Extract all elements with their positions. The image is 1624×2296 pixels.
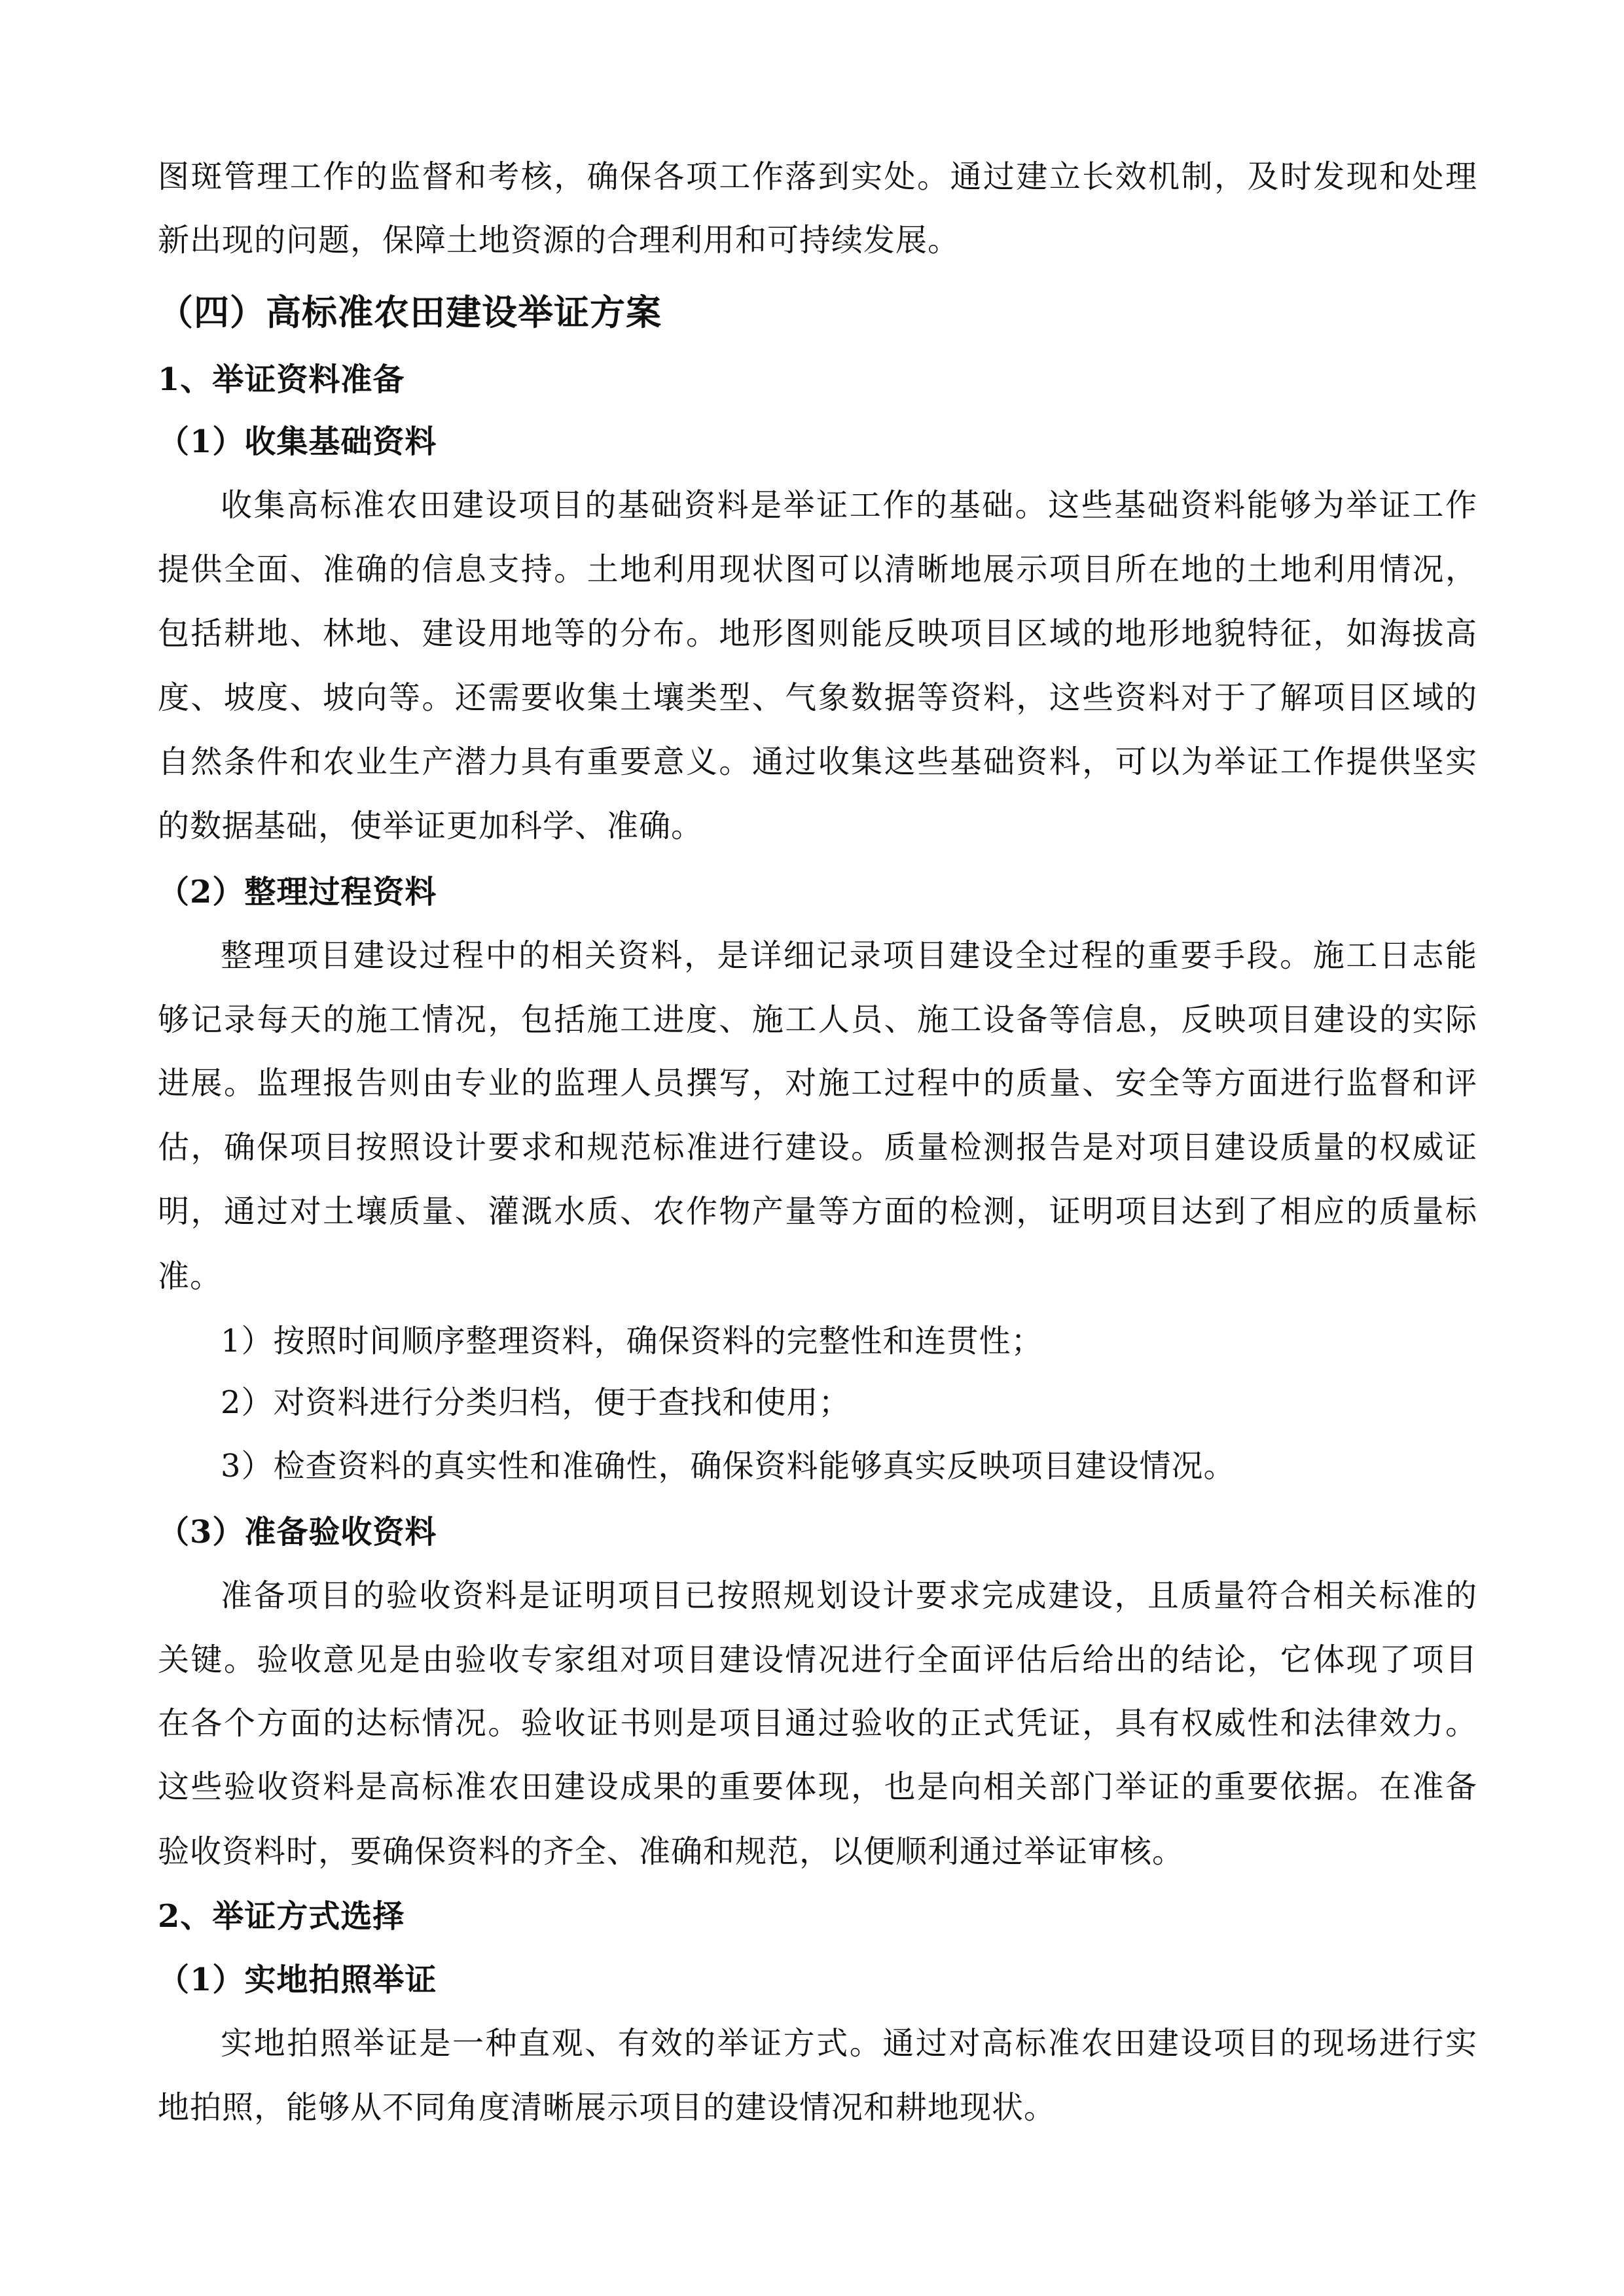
body-text-line: 实地拍照举证是一种直观、有效的举证方式。通过对高标准农田建设项目的现场进行实: [221, 2025, 1477, 2062]
body-text-line: 的数据基础，使举证更加科学、准确。: [158, 808, 704, 844]
subsection-heading: 2、举证方式选择: [158, 1898, 405, 1935]
body-text-line: 关键。验收意见是由验收专家组对项目建设情况进行全面评估后给出的结论，它体现了项目: [158, 1641, 1477, 1678]
list-item: 3）检查资料的真实性和准确性，确保资料能够真实反映项目建设情况。: [221, 1448, 1236, 1484]
body-text-line: 进展。监理报告则由专业的监理人员撰写，对施工过程中的质量、安全等方面进行监督和评: [158, 1065, 1477, 1102]
body-text-line: 包括耕地、林地、建设用地等的分布。地形图则能反映项目区域的地形地貌特征，如海拔高: [158, 615, 1477, 652]
body-text-line: 验收资料时，要确保资料的齐全、准确和规范，以便顺利通过举证审核。: [158, 1833, 1185, 1870]
subsection-heading: 1、举证资料准备: [158, 361, 405, 398]
body-text-line: 新出现的问题，保障土地资源的合理利用和可持续发展。: [158, 222, 960, 259]
body-text-line: 自然条件和农业生产潜力具有重要意义。通过收集这些基础资料，可以为举证工作提供坚实: [158, 744, 1477, 780]
item-heading: （3）准备验收资料: [158, 1514, 437, 1551]
body-text-line: 这些验收资料是高标准农田建设成果的重要体现，也是向相关部门举证的重要依据。在准备: [158, 1768, 1477, 1805]
body-text-line: 收集高标准农田建设项目的基础资料是举证工作的基础。这些基础资料能够为举证工作: [221, 487, 1477, 524]
body-text-line: 图斑管理工作的监督和考核，确保各项工作落到实处。通过建立长效机制，及时发现和处理: [158, 158, 1477, 195]
body-text-line: 地拍照，能够从不同角度清晰展示项目的建设情况和耕地现状。: [158, 2089, 1056, 2126]
item-heading: （1）实地拍照举证: [158, 1962, 437, 1998]
item-heading: （1）收集基础资料: [158, 423, 437, 460]
list-item: 2）对资料进行分类归档，便于查找和使用；: [221, 1384, 851, 1421]
body-text-line: 提供全面、准确的信息支持。土地利用现状图可以清晰地展示项目所在地的土地利用情况，: [158, 551, 1477, 588]
list-item: 1）按照时间顺序整理资料，确保资料的完整性和连贯性；: [221, 1323, 1043, 1359]
body-text-line: 度、坡度、坡向等。还需要收集土壤类型、气象数据等资料，这些资料对于了解项目区域的: [158, 679, 1477, 716]
item-heading: （2）整理过程资料: [158, 874, 437, 910]
section-heading: （四）高标准农田建设举证方案: [158, 291, 662, 333]
body-text-line: 明，通过对土壤质量、灌溉水质、农作物产量等方面的检测，证明项目达到了相应的质量标: [158, 1193, 1477, 1230]
body-text-line: 够记录每天的施工情况，包括施工进度、施工人员、施工设备等信息，反映项目建设的实际: [158, 1001, 1477, 1038]
body-text-line: 在各个方面的达标情况。验收证书则是项目通过验收的正式凭证，具有权威性和法律效力。: [158, 1705, 1477, 1742]
body-text-line: 准。: [158, 1258, 223, 1295]
body-text-line: 准备项目的验收资料是证明项目已按照规划设计要求完成建设，且质量符合相关标准的: [221, 1577, 1477, 1614]
body-text-line: 估，确保项目按照设计要求和规范标准进行建设。质量检测报告是对项目建设质量的权威证: [158, 1129, 1477, 1166]
body-text-line: 整理项目建设过程中的相关资料，是详细记录项目建设全过程的重要手段。施工日志能: [221, 937, 1477, 974]
